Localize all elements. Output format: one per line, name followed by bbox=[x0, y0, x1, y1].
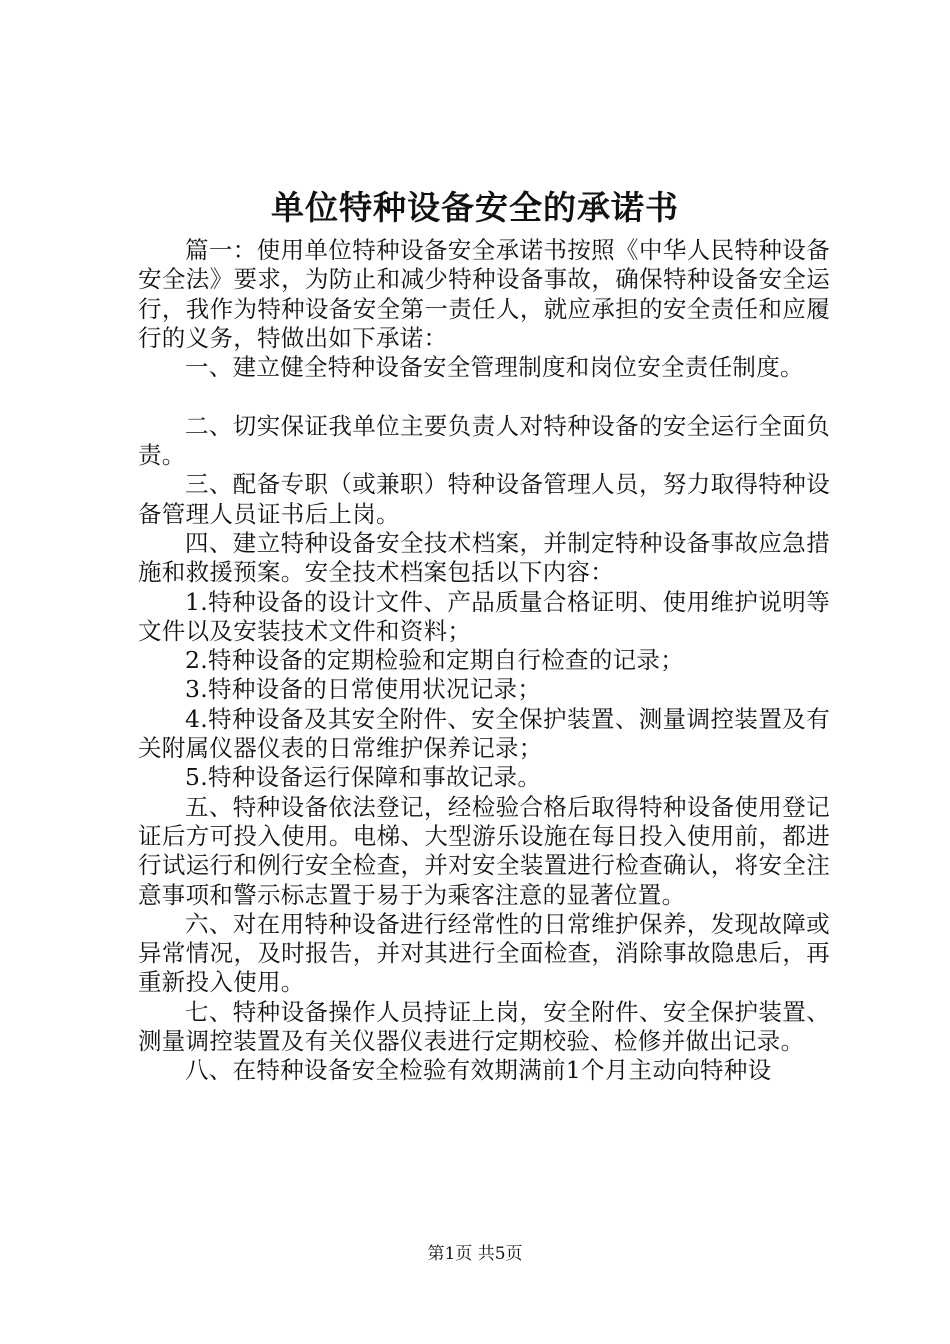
paragraph-subitem-3: 3.特种设备的日常使用状况记录； bbox=[185, 675, 542, 704]
paragraph-item-7: 七、特种设备操作人员持证上岗，安全附件、安全保护装置、测量调控装置及有关仪器仪表进行定期校验、检修并做出记录。 bbox=[138, 997, 830, 1056]
paragraph-item-5: 五、特种设备依法登记，经检验合格后取得特种设备使用登记证后方可投入使用。电梯、大型游乐设施在每日投入使用前，都进行试运行和例行安全检查，并对安全装置进行检查确认，将安全注意事项和警示标志置于易于为乘客注意的显著位置。 bbox=[138, 792, 830, 909]
paragraph-item-8: 八、在特种设备安全检验有效期满前1个月主动向特种设 bbox=[185, 1056, 772, 1085]
paragraph-item-3: 三、配备专职（或兼职）特种设备管理人员，努力取得特种设备管理人员证书后上岗。 bbox=[138, 470, 830, 528]
paragraph-subitem-1: 1.特种设备的设计文件、产品质量合格证明、使用维护说明等文件以及安装技术文件和资料； bbox=[138, 587, 830, 645]
paragraph-subitem-2: 2.特种设备的定期检验和定期自行检查的记录； bbox=[185, 646, 685, 675]
paragraph-subitem-4: 4.特种设备及其安全附件、安全保护装置、测量调控装置及有关附属仪器仪表的日常维护保养记录； bbox=[138, 704, 830, 763]
document-body bbox=[138, 236, 830, 1086]
paragraph-item-6: 六、对在用特种设备进行经常性的日常维护保养，发现故障或异常情况，及时报告，并对其进行全面检查，消除事故隐患后，再重新投入使用。 bbox=[138, 909, 830, 997]
paragraph-item-2: 二、切实保证我单位主要负责人对特种设备的安全运行全面负责。 bbox=[138, 411, 830, 470]
page-number-footer: 第1页 共5页 bbox=[427, 1244, 523, 1264]
document-title: 单位特种设备安全的承诺书 bbox=[271, 188, 679, 227]
paragraph-item-4: 四、建立特种设备安全技术档案，并制定特种设备事故应急措施和救援预案。安全技术档案包括以下内容： bbox=[138, 528, 830, 587]
paragraph-item-1: 一、建立健全特种设备安全管理制度和岗位安全责任制度。 bbox=[185, 353, 804, 382]
paragraph-subitem-5: 5.特种设备运行保障和事故记录。 bbox=[185, 763, 542, 792]
paragraph-intro: 篇一：使用单位特种设备安全承诺书按照《中华人民特种设备安全法》要求，为防止和减少特种设备事故，确保特种设备安全运行，我作为特种设备安全第一责任人，就应承担的安全责任和应履行的义务，特做出如下承诺： bbox=[138, 236, 830, 352]
